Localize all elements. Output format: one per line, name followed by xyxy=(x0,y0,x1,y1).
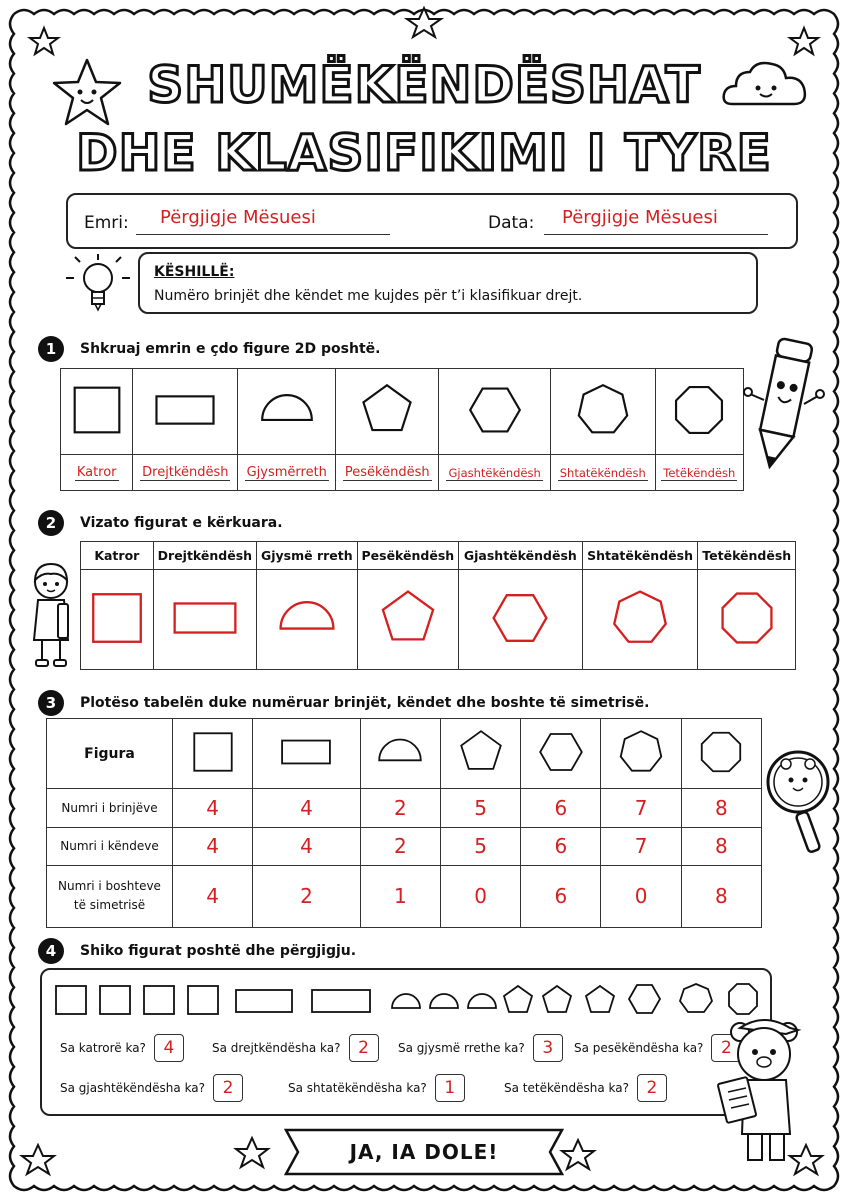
q4-question xyxy=(288,1074,465,1102)
q1-answer-cell[interactable] xyxy=(336,455,439,491)
girl-mascot-icon xyxy=(24,560,78,670)
q3-shape-cell xyxy=(521,719,601,789)
pencil-mascot-icon xyxy=(738,334,828,474)
q4-answer-box[interactable]: 1 xyxy=(435,1074,465,1102)
q4-question xyxy=(504,1074,667,1102)
date-field[interactable] xyxy=(544,205,768,235)
heptagon-shape xyxy=(607,585,673,651)
pentagon-shape xyxy=(356,379,418,441)
q1-answer: Drejtkëndësh xyxy=(142,465,229,480)
rectangle-shape xyxy=(236,990,292,1012)
q4-question-text: Sa katrorë ka? xyxy=(60,1041,146,1055)
q1-shape-cell xyxy=(238,369,336,455)
question-number-4: 4 xyxy=(38,938,64,964)
q2-table xyxy=(80,541,796,670)
semicircle-shape xyxy=(392,994,420,1008)
q1-shape-cell xyxy=(655,369,744,455)
q1-answer-cell[interactable] xyxy=(655,455,744,491)
q2-drawing-cell[interactable] xyxy=(698,570,796,670)
q3-answer-cell[interactable]: 5 xyxy=(440,789,520,827)
pentagon-shape xyxy=(455,726,507,778)
q1-answer-cell[interactable] xyxy=(61,455,133,491)
rectangle-shape xyxy=(312,990,370,1012)
q3-answer-cell[interactable]: 8 xyxy=(681,827,761,865)
q3-instruction: Plotëso tabelën duke numëruar brinjët, këndet dhe boshte të simetrisë. xyxy=(80,695,650,711)
tip-heading: KËSHILLË: xyxy=(154,264,235,280)
hexagon-shape xyxy=(629,985,660,1013)
magnifying-glass-mascot-icon xyxy=(762,740,834,860)
q1-answer: Shtatëkëndësh xyxy=(559,465,646,480)
q3-shape-cell xyxy=(681,719,761,789)
q4-question xyxy=(398,1034,563,1062)
q1-answer-cell[interactable] xyxy=(238,455,336,491)
q2-drawing-cell[interactable] xyxy=(582,570,698,670)
q3-shape-cell xyxy=(601,719,681,789)
q4-answer-box[interactable]: 2 xyxy=(711,1034,741,1062)
tip-box xyxy=(138,252,758,314)
q1-shape-cell xyxy=(551,369,656,455)
footer-banner-text: JA, IA DOLE! xyxy=(349,1140,499,1164)
tip-text: Numëro brinjët dhe këndet me kujdes për t’i klasifikuar drejt. xyxy=(154,288,583,304)
q1-answer: Katror xyxy=(76,465,117,480)
q2-header-cell: Drejtkëndësh xyxy=(153,542,256,570)
q4-question-text: Sa gjysmë rrethe ka? xyxy=(398,1041,525,1055)
page-title-line2: DHE KLASIFIKIMI I TYRE xyxy=(76,124,772,182)
q4-box xyxy=(40,968,772,1116)
q2-drawing-cell[interactable] xyxy=(459,570,582,670)
row-label-angles: Numri i këndeve xyxy=(47,827,173,865)
q1-shape-cell xyxy=(439,369,551,455)
q3-answer-cell[interactable]: 4 xyxy=(253,827,361,865)
square-shape xyxy=(66,379,128,441)
q4-question-text: Sa tetëkëndësha ka? xyxy=(504,1081,629,1095)
q1-shape-cell xyxy=(133,369,238,455)
name-date-box xyxy=(66,193,798,249)
q2-drawing-cell[interactable] xyxy=(153,570,256,670)
q4-answer-box[interactable]: 2 xyxy=(637,1074,667,1102)
q2-header-cell: Gjashtëkëndësh xyxy=(459,542,582,570)
rectangle-shape xyxy=(271,726,341,778)
q3-answer-cell[interactable]: 7 xyxy=(601,789,681,827)
q3-shape-cell xyxy=(173,719,253,789)
heptagon-shape xyxy=(680,984,712,1012)
q3-shape-cell xyxy=(440,719,520,789)
q2-header-cell: Gjysmë rreth xyxy=(257,542,357,570)
square-shape xyxy=(100,986,130,1014)
page-title-line1: SHUMËKËNDËSHAT xyxy=(147,56,701,114)
q1-answer: Pesëkëndësh xyxy=(344,465,430,480)
semicircle-shape xyxy=(274,585,340,651)
q3-answer-cell[interactable]: 8 xyxy=(681,865,761,927)
q3-answer-cell[interactable]: 2 xyxy=(253,865,361,927)
q4-question-text: Sa drejtkëndësha ka? xyxy=(212,1041,341,1055)
heptagon-shape xyxy=(572,379,634,441)
q2-drawing-cell[interactable] xyxy=(357,570,459,670)
q1-answer-cell[interactable] xyxy=(551,455,656,491)
q1-answer-cell[interactable] xyxy=(133,455,238,491)
lightbulb-icon xyxy=(62,252,134,318)
name-field[interactable] xyxy=(136,205,390,235)
row-label-symmetry-line1: Numri i boshteve xyxy=(58,879,161,894)
square-shape xyxy=(56,986,86,1014)
q3-answer-cell[interactable]: 8 xyxy=(681,789,761,827)
q1-shape-cell xyxy=(61,369,133,455)
q3-answer-cell[interactable]: 4 xyxy=(253,789,361,827)
q3-answer-cell[interactable]: 0 xyxy=(601,865,681,927)
row-label-symmetry-line2: të simetrisë xyxy=(73,898,146,913)
hexagon-shape xyxy=(487,585,553,651)
q1-answer: Gjashtëkëndësh xyxy=(448,465,541,480)
q3-answer-cell[interactable]: 4 xyxy=(173,827,253,865)
q4-instruction: Shiko figurat poshtë dhe përgjigju. xyxy=(80,943,357,959)
pentagon-shape xyxy=(586,986,614,1012)
pentagon-shape xyxy=(504,986,532,1012)
octagon-shape xyxy=(714,585,780,651)
q4-question-text: Sa gjashtëkëndësha ka? xyxy=(60,1081,206,1095)
q2-header-cell: Shtatëkëndësh xyxy=(582,542,698,570)
q3-answer-cell[interactable]: 2 xyxy=(360,789,440,827)
q4-question-text: Sa pesëkëndësha ka? xyxy=(574,1041,704,1055)
heptagon-shape xyxy=(615,726,667,778)
q4-question-text: Sa shtatëkëndësha ka? xyxy=(288,1081,427,1095)
square-shape xyxy=(144,986,174,1014)
q2-header-cell: Tetëkëndësh xyxy=(698,542,796,570)
question-number-2: 2 xyxy=(38,510,64,536)
row-label-symmetry xyxy=(47,865,173,927)
rectangle-shape xyxy=(163,585,247,651)
name-value: Përgjigje Mësuesi xyxy=(160,207,316,228)
semicircle-shape xyxy=(468,994,496,1008)
q4-answer-box[interactable]: 3 xyxy=(533,1034,563,1062)
q1-instruction: Shkruaj emrin e çdo figure 2D poshtë. xyxy=(80,341,381,357)
row-label-sides: Numri i brinjëve xyxy=(47,789,173,827)
q3-answer-cell[interactable]: 7 xyxy=(601,827,681,865)
semicircle-shape xyxy=(430,994,458,1008)
q4-question xyxy=(212,1034,379,1062)
pentagon-shape xyxy=(375,585,441,651)
question-number-1: 1 xyxy=(38,336,64,362)
q2-drawing-cell[interactable] xyxy=(257,570,357,670)
octagon-shape xyxy=(668,379,730,441)
q3-answer-cell[interactable]: 6 xyxy=(521,827,601,865)
semicircle-shape xyxy=(256,379,318,441)
q3-answer-cell[interactable]: 4 xyxy=(173,789,253,827)
q4-answer-box[interactable]: 4 xyxy=(154,1034,184,1062)
q4-answer-box[interactable]: 2 xyxy=(213,1074,243,1102)
rectangle-shape xyxy=(145,379,225,441)
q3-shape-cell xyxy=(253,719,361,789)
q3-answer-cell[interactable]: 5 xyxy=(440,827,520,865)
q3-answer-cell[interactable]: 6 xyxy=(521,865,601,927)
q3-answer-cell[interactable]: 4 xyxy=(173,865,253,927)
question-number-3: 3 xyxy=(38,690,64,716)
bear-mascot-icon xyxy=(716,1010,816,1170)
octagon-shape xyxy=(695,726,747,778)
q1-table xyxy=(60,368,744,491)
q3-answer-cell[interactable]: 0 xyxy=(440,865,520,927)
q3-shape-cell xyxy=(360,719,440,789)
q2-header-cell: Pesëkëndësh xyxy=(357,542,459,570)
q3-answer-cell[interactable]: 2 xyxy=(360,827,440,865)
q2-instruction: Vizato figurat e kërkuara. xyxy=(80,515,283,531)
date-value: Përgjigje Mësuesi xyxy=(562,207,718,228)
hexagon-shape xyxy=(535,726,587,778)
q2-header-cell: Katror xyxy=(81,542,154,570)
q4-answer-box[interactable]: 2 xyxy=(349,1034,379,1062)
square-shape xyxy=(187,726,239,778)
q3-table xyxy=(46,718,762,928)
q4-question xyxy=(60,1034,184,1062)
date-label: Data: xyxy=(488,213,535,233)
q1-answer-cell[interactable] xyxy=(439,455,551,491)
square-shape xyxy=(188,986,218,1014)
hexagon-shape xyxy=(464,379,526,441)
q1-shape-cell xyxy=(336,369,439,455)
semicircle-shape xyxy=(374,726,426,778)
q3-answer-cell[interactable]: 1 xyxy=(360,865,440,927)
figure-header: Figura xyxy=(47,719,173,789)
square-shape xyxy=(84,585,150,651)
pentagon-shape xyxy=(543,986,571,1012)
q3-answer-cell[interactable]: 6 xyxy=(521,789,601,827)
q1-answer: Tetëkëndësh xyxy=(663,465,736,480)
q4-shapes-strip xyxy=(52,980,764,1020)
q1-answer: Gjysmërreth xyxy=(246,465,327,480)
q4-question xyxy=(60,1074,243,1102)
q2-drawing-cell[interactable] xyxy=(81,570,154,670)
name-label: Emri: xyxy=(84,213,129,233)
